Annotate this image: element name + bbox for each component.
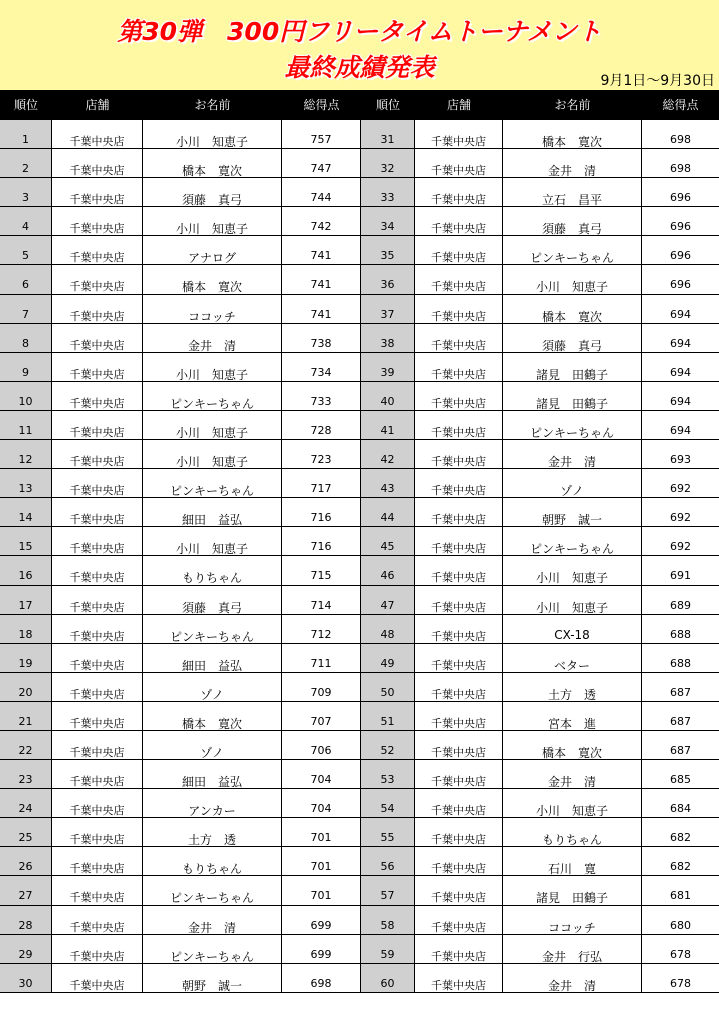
rank-cell: 12 (0, 440, 52, 468)
player-name-cell: 須藤 真弓 (503, 324, 642, 352)
player-name-cell: CX-18 (503, 615, 642, 643)
player-name-cell: 石川 寛 (503, 847, 642, 875)
store-cell: 千葉中央店 (52, 440, 143, 468)
score-cell: 692 (670, 511, 691, 525)
player-name-cell: ピンキーちゃん (503, 527, 642, 555)
player-name-cell: 橋本 寛次 (503, 295, 642, 323)
store-cell: 千葉中央店 (52, 760, 143, 788)
score-cell: 694 (670, 423, 691, 437)
player-name-cell: ゾノ (143, 731, 282, 759)
rank-cell: 42 (361, 440, 415, 468)
player-name-cell: 橋本 寛次 (143, 265, 282, 293)
store-cell: 千葉中央店 (415, 935, 503, 963)
rank-cell: 59 (361, 935, 415, 963)
score-cell: 696 (670, 249, 691, 263)
score-cell: 711 (282, 644, 361, 672)
store-cell: 千葉中央店 (52, 847, 143, 875)
score-cell: 734 (282, 353, 361, 381)
store-cell: 千葉中央店 (415, 265, 503, 293)
rank-cell: 52 (361, 731, 415, 759)
table-row (0, 295, 719, 324)
table-row (0, 265, 719, 294)
score-cell: 678 (670, 947, 691, 961)
store-cell: 千葉中央店 (415, 906, 503, 934)
player-name-cell: 細田 益弘 (143, 644, 282, 672)
store-cell: 千葉中央店 (415, 149, 503, 177)
page-title: 第30弾 300円フリータイムトーナメント (117, 17, 602, 46)
store-cell: 千葉中央店 (52, 702, 143, 730)
player-name-cell: 橋本 寛次 (143, 149, 282, 177)
player-name-cell: アンカー (143, 789, 282, 817)
store-cell: 千葉中央店 (52, 935, 143, 963)
score-cell: 742 (282, 207, 361, 235)
score-cell: 717 (282, 469, 361, 497)
store-cell: 千葉中央店 (415, 556, 503, 584)
rank-cell: 44 (361, 498, 415, 526)
store-cell: 千葉中央店 (52, 586, 143, 614)
store-cell: 千葉中央店 (52, 469, 143, 497)
store-cell: 千葉中央店 (415, 615, 503, 643)
score-cell: 680 (670, 918, 691, 932)
score-cell: 741 (282, 265, 361, 293)
rank-cell: 6 (0, 265, 52, 293)
rank-cell: 7 (0, 295, 52, 323)
table-row (0, 964, 719, 993)
player-name-cell: アナログ (143, 236, 282, 264)
rank-cell: 37 (361, 295, 415, 323)
player-name-cell: 金井 清 (503, 760, 642, 788)
rank-cell: 32 (361, 149, 415, 177)
player-name-cell: 土方 透 (503, 673, 642, 701)
rank-cell: 40 (361, 382, 415, 410)
table-row (0, 935, 719, 964)
store-cell: 千葉中央店 (415, 178, 503, 206)
store-cell: 千葉中央店 (52, 731, 143, 759)
header-score-2: 総得点 (662, 98, 699, 112)
score-cell: 687 (670, 714, 691, 728)
score-cell: 728 (282, 411, 361, 439)
player-name-cell: 橋本 寛次 (503, 120, 642, 148)
store-cell: 千葉中央店 (415, 469, 503, 497)
rank-cell: 18 (0, 615, 52, 643)
store-cell: 千葉中央店 (415, 586, 503, 614)
rank-cell: 15 (0, 527, 52, 555)
store-cell: 千葉中央店 (415, 847, 503, 875)
column-header-row (0, 90, 719, 120)
store-cell: 千葉中央店 (52, 382, 143, 410)
player-name-cell: 土方 透 (143, 818, 282, 846)
rank-cell: 38 (361, 324, 415, 352)
score-cell: 694 (670, 365, 691, 379)
store-cell: 千葉中央店 (415, 382, 503, 410)
table-row (0, 615, 719, 644)
player-name-cell: 須藤 真弓 (143, 178, 282, 206)
rank-cell: 31 (361, 120, 415, 148)
table-row (0, 847, 719, 876)
table-row (0, 469, 719, 498)
player-name-cell: ココッチ (503, 906, 642, 934)
score-cell: 698 (670, 162, 691, 176)
player-name-cell: ココッチ (143, 295, 282, 323)
player-name-cell: ゾノ (143, 673, 282, 701)
score-cell: 694 (670, 394, 691, 408)
player-name-cell: もりちゃん (503, 818, 642, 846)
store-cell: 千葉中央店 (415, 207, 503, 235)
table-row (0, 382, 719, 411)
player-name-cell: ピンキーちゃん (143, 382, 282, 410)
score-cell: 757 (282, 120, 361, 148)
score-cell: 682 (670, 860, 691, 874)
score-cell: 698 (670, 133, 691, 146)
player-name-cell: 小川 知恵子 (503, 265, 642, 293)
rank-cell: 16 (0, 556, 52, 584)
player-name-cell: ピンキーちゃん (143, 615, 282, 643)
store-cell: 千葉中央店 (415, 498, 503, 526)
score-cell: 685 (670, 773, 691, 787)
table-row (0, 440, 719, 469)
rank-cell: 29 (0, 935, 52, 963)
score-cell: 712 (282, 615, 361, 643)
score-cell: 688 (670, 656, 691, 670)
player-name-cell: 宮本 進 (503, 702, 642, 730)
store-cell: 千葉中央店 (52, 207, 143, 235)
store-cell: 千葉中央店 (415, 324, 503, 352)
rank-cell: 14 (0, 498, 52, 526)
player-name-cell: 細田 益弘 (143, 498, 282, 526)
player-name-cell: 須藤 真弓 (143, 586, 282, 614)
header-name: お名前 (194, 98, 231, 112)
score-cell: 689 (670, 598, 691, 612)
table-row (0, 556, 719, 585)
results-table (0, 120, 719, 993)
score-cell: 701 (282, 876, 361, 904)
score-cell: 696 (670, 191, 691, 205)
rank-cell: 51 (361, 702, 415, 730)
score-cell: 698 (282, 964, 361, 992)
header-name-2: お名前 (554, 98, 591, 112)
score-cell: 692 (670, 540, 691, 554)
rank-cell: 33 (361, 178, 415, 206)
score-cell: 694 (670, 336, 691, 350)
score-cell: 691 (670, 569, 691, 583)
store-cell: 千葉中央店 (52, 673, 143, 701)
rank-cell: 49 (361, 644, 415, 672)
store-cell: 千葉中央店 (52, 295, 143, 323)
score-cell: 696 (670, 278, 691, 292)
table-row (0, 818, 719, 847)
table-row (0, 236, 719, 265)
score-cell: 744 (282, 178, 361, 206)
rank-cell: 55 (361, 818, 415, 846)
rank-cell: 9 (0, 353, 52, 381)
player-name-cell: 小川 知恵子 (503, 556, 642, 584)
score-cell: 706 (282, 731, 361, 759)
score-cell: 682 (670, 831, 691, 845)
rank-cell: 5 (0, 236, 52, 264)
score-cell: 678 (670, 976, 691, 990)
score-cell: 701 (282, 847, 361, 875)
score-cell: 715 (282, 556, 361, 584)
rank-cell: 13 (0, 469, 52, 497)
score-cell: 747 (282, 149, 361, 177)
rank-cell: 53 (361, 760, 415, 788)
rank-cell: 48 (361, 615, 415, 643)
score-cell: 693 (670, 453, 691, 467)
rank-cell: 2 (0, 149, 52, 177)
player-name-cell: 小川 知恵子 (143, 440, 282, 468)
store-cell: 千葉中央店 (415, 731, 503, 759)
score-cell: 704 (282, 789, 361, 817)
header-store-2: 店舗 (446, 98, 471, 112)
player-name-cell: 須藤 真弓 (503, 207, 642, 235)
player-name-cell: ベター (503, 644, 642, 672)
header-rank-2: 順位 (375, 98, 400, 112)
rank-cell: 24 (0, 789, 52, 817)
store-cell: 千葉中央店 (52, 120, 143, 148)
store-cell: 千葉中央店 (52, 906, 143, 934)
store-cell: 千葉中央店 (415, 644, 503, 672)
rank-cell: 50 (361, 673, 415, 701)
player-name-cell: 小川 知恵子 (143, 120, 282, 148)
store-cell: 千葉中央店 (52, 353, 143, 381)
score-cell: 709 (282, 673, 361, 701)
store-cell: 千葉中央店 (52, 789, 143, 817)
score-cell: 687 (670, 685, 691, 699)
store-cell: 千葉中央店 (415, 876, 503, 904)
player-name-cell: 小川 知恵子 (143, 207, 282, 235)
score-cell: 738 (282, 324, 361, 352)
score-cell: 687 (670, 743, 691, 757)
rank-cell: 60 (361, 964, 415, 992)
store-cell: 千葉中央店 (52, 236, 143, 264)
rank-cell: 19 (0, 644, 52, 672)
score-cell: 684 (670, 802, 691, 816)
score-cell: 688 (670, 627, 691, 641)
score-cell: 699 (282, 906, 361, 934)
player-name-cell: ゾノ (503, 469, 642, 497)
player-name-cell: 朝野 誠一 (503, 498, 642, 526)
store-cell: 千葉中央店 (415, 789, 503, 817)
rank-cell: 1 (0, 120, 52, 148)
score-cell: 701 (282, 818, 361, 846)
player-name-cell: 立石 昌平 (503, 178, 642, 206)
store-cell: 千葉中央店 (52, 615, 143, 643)
rank-cell: 20 (0, 673, 52, 701)
store-cell: 千葉中央店 (415, 120, 503, 148)
store-cell: 千葉中央店 (415, 527, 503, 555)
score-cell: 714 (282, 586, 361, 614)
player-name-cell: 小川 知恵子 (503, 586, 642, 614)
rank-cell: 25 (0, 818, 52, 846)
rank-cell: 35 (361, 236, 415, 264)
table-row (0, 760, 719, 789)
player-name-cell: 諸見 田鶴子 (503, 382, 642, 410)
score-cell: 704 (282, 760, 361, 788)
score-cell: 741 (282, 236, 361, 264)
rank-cell: 8 (0, 324, 52, 352)
store-cell: 千葉中央店 (52, 498, 143, 526)
title-banner (0, 0, 719, 90)
table-row (0, 789, 719, 818)
header-score: 総得点 (303, 98, 340, 112)
score-cell: 723 (282, 440, 361, 468)
store-cell: 千葉中央店 (52, 149, 143, 177)
rank-cell: 54 (361, 789, 415, 817)
score-cell: 681 (670, 889, 691, 903)
store-cell: 千葉中央店 (52, 876, 143, 904)
rank-cell: 58 (361, 906, 415, 934)
rank-cell: 22 (0, 731, 52, 759)
player-name-cell: 朝野 誠一 (143, 964, 282, 992)
player-name-cell: 小川 知恵子 (143, 411, 282, 439)
player-name-cell: 金井 清 (503, 964, 642, 992)
rank-cell: 41 (361, 411, 415, 439)
rank-cell: 47 (361, 586, 415, 614)
store-cell: 千葉中央店 (415, 236, 503, 264)
store-cell: 千葉中央店 (52, 411, 143, 439)
table-row (0, 149, 719, 178)
table-row (0, 586, 719, 615)
table-row (0, 178, 719, 207)
table-row (0, 876, 719, 905)
store-cell: 千葉中央店 (52, 964, 143, 992)
rank-cell: 57 (361, 876, 415, 904)
store-cell: 千葉中央店 (52, 178, 143, 206)
rank-cell: 17 (0, 586, 52, 614)
player-name-cell: 金井 清 (503, 440, 642, 468)
player-name-cell: 橋本 寛次 (143, 702, 282, 730)
player-name-cell: もりちゃん (143, 556, 282, 584)
store-cell: 千葉中央店 (415, 353, 503, 381)
rank-cell: 30 (0, 964, 52, 992)
table-row (0, 731, 719, 760)
rank-cell: 11 (0, 411, 52, 439)
rank-cell: 21 (0, 702, 52, 730)
score-cell: 699 (282, 935, 361, 963)
table-row (0, 411, 719, 440)
rank-cell: 26 (0, 847, 52, 875)
store-cell: 千葉中央店 (415, 295, 503, 323)
player-name-cell: ピンキーちゃん (143, 469, 282, 497)
player-name-cell: 金井 清 (143, 324, 282, 352)
player-name-cell: 金井 清 (143, 906, 282, 934)
store-cell: 千葉中央店 (415, 440, 503, 468)
store-cell: 千葉中央店 (52, 265, 143, 293)
store-cell: 千葉中央店 (415, 818, 503, 846)
score-cell: 692 (670, 482, 691, 496)
period-label: 9月1日～9月30日 (600, 73, 715, 89)
player-name-cell: もりちゃん (143, 847, 282, 875)
rank-cell: 10 (0, 382, 52, 410)
player-name-cell: ピンキーちゃん (143, 935, 282, 963)
score-cell: 716 (282, 527, 361, 555)
player-name-cell: 小川 知恵子 (143, 527, 282, 555)
player-name-cell: 細田 益弘 (143, 760, 282, 788)
player-name-cell: 金井 清 (503, 149, 642, 177)
rank-cell: 4 (0, 207, 52, 235)
table-row (0, 353, 719, 382)
player-name-cell: 小川 知恵子 (143, 353, 282, 381)
player-name-cell: 諸見 田鶴子 (503, 876, 642, 904)
table-row (0, 673, 719, 702)
store-cell: 千葉中央店 (415, 702, 503, 730)
score-cell: 696 (670, 220, 691, 234)
rank-cell: 39 (361, 353, 415, 381)
header-store: 店舗 (85, 98, 110, 112)
rank-cell: 43 (361, 469, 415, 497)
store-cell: 千葉中央店 (52, 527, 143, 555)
rank-cell: 34 (361, 207, 415, 235)
store-cell: 千葉中央店 (52, 556, 143, 584)
player-name-cell: 諸見 田鶴子 (503, 353, 642, 381)
table-row (0, 120, 719, 149)
rank-cell: 56 (361, 847, 415, 875)
store-cell: 千葉中央店 (415, 673, 503, 701)
store-cell: 千葉中央店 (52, 818, 143, 846)
player-name-cell: ピンキーちゃん (503, 411, 642, 439)
page-subtitle: 最終成績発表 (284, 53, 435, 82)
table-row (0, 498, 719, 527)
table-row (0, 324, 719, 353)
header-rank: 順位 (13, 98, 38, 112)
rank-cell: 45 (361, 527, 415, 555)
player-name-cell: 橋本 寛次 (503, 731, 642, 759)
table-row (0, 702, 719, 731)
rank-cell: 23 (0, 760, 52, 788)
store-cell: 千葉中央店 (52, 324, 143, 352)
score-cell: 716 (282, 498, 361, 526)
rank-cell: 3 (0, 178, 52, 206)
score-cell: 707 (282, 702, 361, 730)
player-name-cell: ピンキーちゃん (143, 876, 282, 904)
score-cell: 694 (670, 307, 691, 321)
table-row (0, 527, 719, 556)
store-cell: 千葉中央店 (52, 644, 143, 672)
player-name-cell: 小川 知恵子 (503, 789, 642, 817)
score-cell: 733 (282, 382, 361, 410)
player-name-cell: ピンキーちゃん (503, 236, 642, 264)
table-row (0, 207, 719, 236)
rank-cell: 28 (0, 906, 52, 934)
player-name-cell: 金井 行弘 (503, 935, 642, 963)
score-cell: 741 (282, 295, 361, 323)
rank-cell: 36 (361, 265, 415, 293)
rank-cell: 27 (0, 876, 52, 904)
rank-cell: 46 (361, 556, 415, 584)
store-cell: 千葉中央店 (415, 411, 503, 439)
table-row (0, 906, 719, 935)
table-row (0, 644, 719, 673)
store-cell: 千葉中央店 (415, 964, 503, 992)
store-cell: 千葉中央店 (415, 760, 503, 788)
